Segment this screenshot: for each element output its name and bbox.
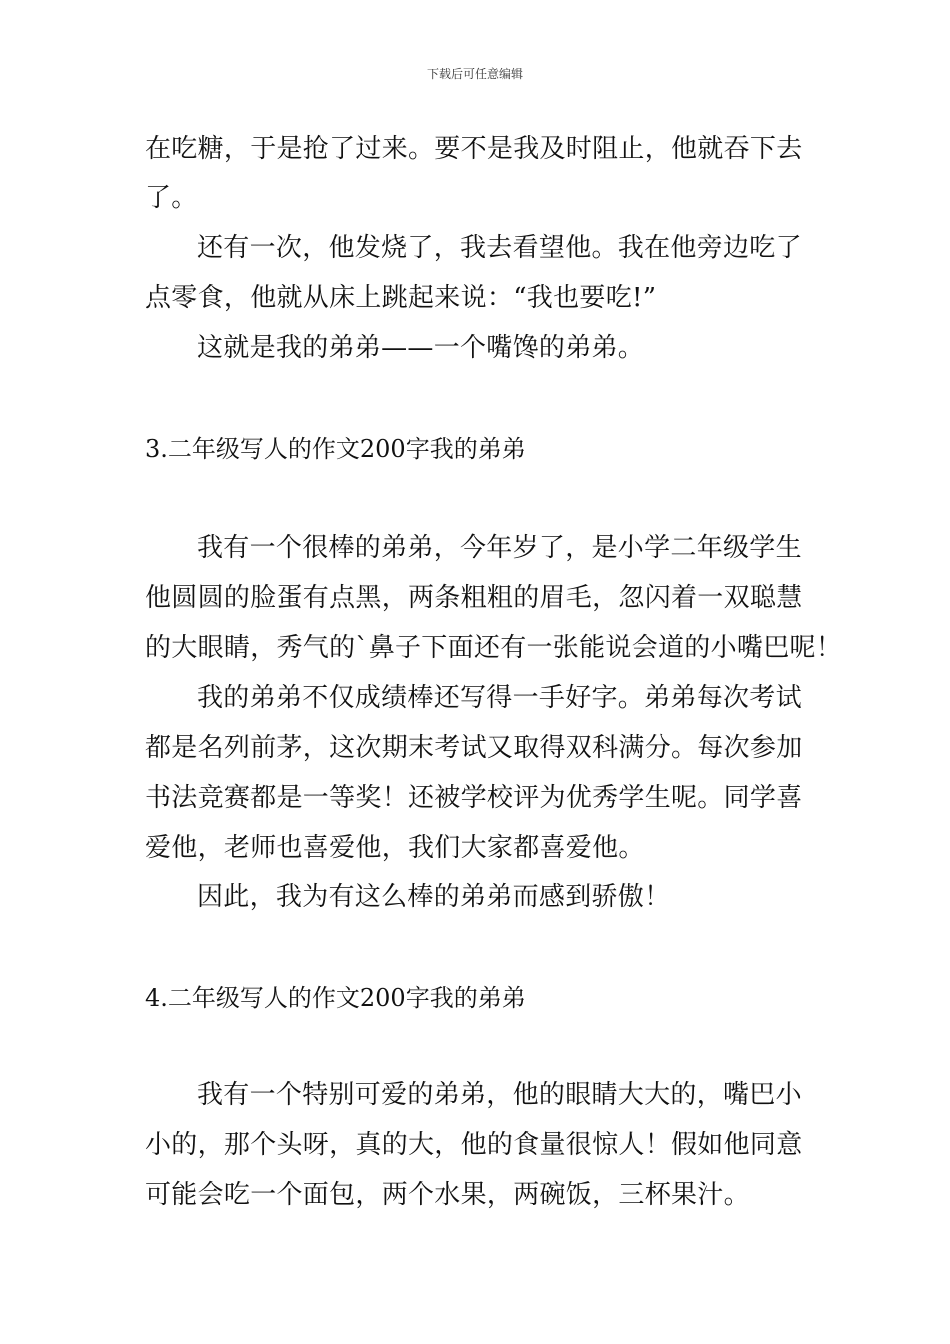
text-line: 点零食，他就从床上跳起来说：“我也要吃!” [145, 283, 657, 313]
text-line: 可能会吃一个面包，两个水果，两碗饭，三杯果汁。 [145, 1180, 750, 1210]
text-line: 这就是我的弟弟——一个嘴馋的弟弟。 [197, 333, 645, 363]
text-line: 他圆圆的脸蛋有点黑，两条粗粗的眉毛，忽闪着一双聪慧 [145, 583, 803, 613]
text-line: 在吃糖，于是抢了过来。要不是我及时阻止，他就吞下去 [145, 134, 803, 164]
text-line: 的大眼睛，秀气的`鼻子下面还有一张能说会道的小嘴巴呢！ [145, 633, 843, 663]
text-line: 爱他，老师也喜爱他，我们大家都喜爱他。 [145, 833, 645, 863]
text-line: 我有一个特别可爱的弟弟，他的眼睛大大的，嘴巴小 [197, 1080, 802, 1110]
section-heading-4: 4.二年级写人的作文200字我的弟弟 [145, 984, 526, 1012]
text-line: 我有一个很棒的弟弟，今年岁了，是小学二年级学生 [197, 533, 802, 563]
section-heading-3: 3.二年级写人的作文200字我的弟弟 [145, 435, 526, 463]
text-line: 小的，那个头呀，真的大，他的食量很惊人！假如他同意 [145, 1130, 803, 1160]
text-line: 了。 [145, 183, 198, 213]
text-line: 还有一次，他发烧了，我去看望他。我在他旁边吃了 [197, 233, 802, 263]
text-line: 都是名列前茅，这次期末考试又取得双科满分。每次参加 [145, 733, 803, 763]
text-line: 因此，我为有这么棒的弟弟而感到骄傲！ [197, 882, 671, 912]
text-line: 书法竞赛都是一等奖！还被学校评为优秀学生呢。同学喜 [145, 783, 803, 813]
text-line: 我的弟弟不仅成绩棒还写得一手好字。弟弟每次考试 [197, 683, 802, 713]
page-header: 下载后可任意编辑 [426, 67, 523, 81]
